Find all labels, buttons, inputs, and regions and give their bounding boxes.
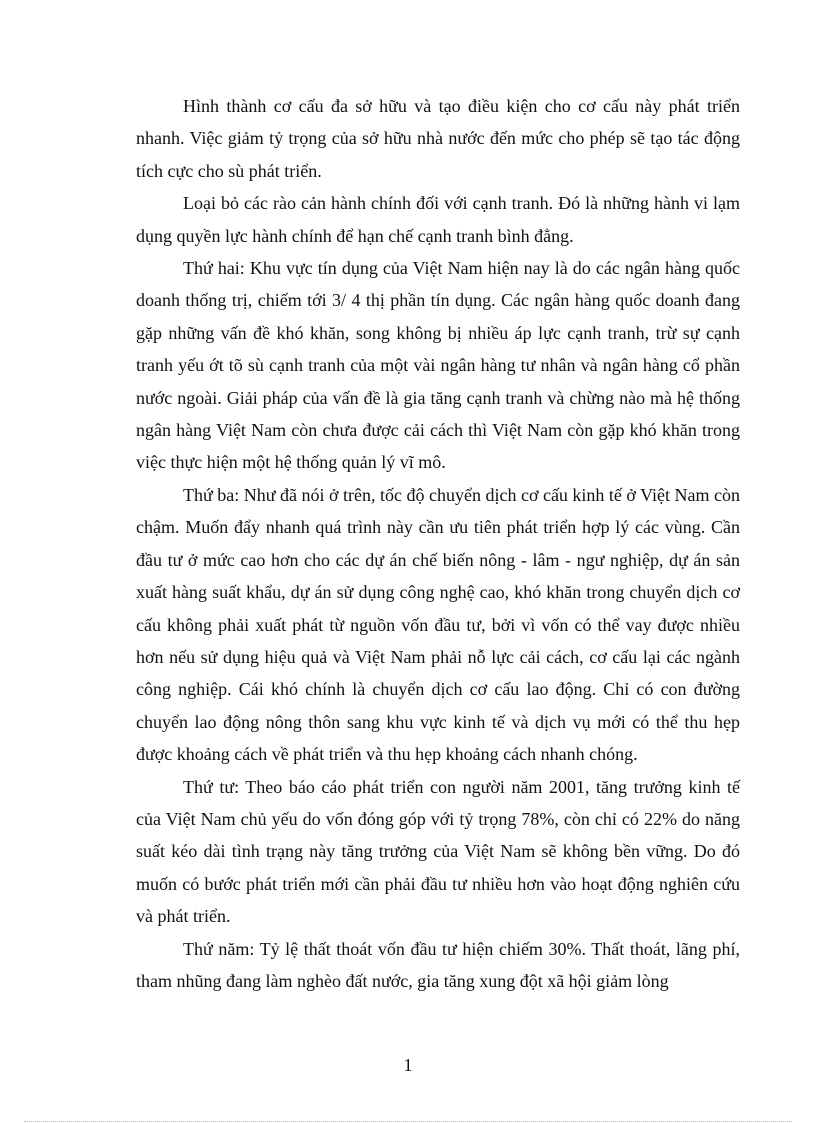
- page-bottom-border: [24, 1121, 792, 1122]
- paragraph-1: Hình thành cơ cấu đa sở hữu và tạo điều kiện cho cơ cấu này phát triển nhanh. Việc giảm tỷ trọng của sở hữu nhà nước đến mức cho phép sẽ tạo tác động tích cực cho sù phát triển.: [136, 96, 740, 181]
- paragraph-6: Thứ năm: Tỷ lệ thất thoát vốn đầu tư hiện chiếm 30%. Thất thoát, lãng phí, tham nhũng đang làm nghèo đất nước, gia tăng xung đột xã hội giảm lòng: [136, 938, 740, 991]
- paragraph-4: Thứ ba: Như đã nói ở trên, tốc độ chuyển dịch cơ cấu kinh tế ở Việt Nam còn chậm. Muốn đẩy nhanh quá trình này cần ưu tiên phát triển hợp lý các vùng. Cần đầu tư ở mức cao hơn cho các dự án chế biến nông - lâm - ngư nghiệp, dự án sản xuất hàng suất khẩu, dự án sử dụng công nghệ cao, khó khăn trong chuyển dịch cơ cấu không phải xuất phát từ nguồn vốn đầu tư, bởi vì vốn có thể vay được nhiều hơn nếu sử dụng hiệu quả và Việt Nam phải nỗ lực cải cách, cơ cấu lại các ngành công nghiệp. Cái khó chính là chuyển dịch cơ cấu lao động. Chỉ có con đường chuyển lao động nông thôn sang khu vực kinh tế và dịch vụ mới có thể thu hẹp được khoảng cách về phát triển và thu hẹp khoảng cách nhanh chóng.: [136, 484, 741, 765]
- paragraph-2: Loại bỏ các rào cản hành chính đối với cạnh tranh. Đó là những hành vi lạm dụng quyền lực hành chính để hạn chế cạnh tranh bình đẳng.: [136, 193, 740, 246]
- paragraph-3: Thứ hai: Khu vực tín dụng của Việt Nam hiện nay là do các ngân hàng quốc doanh thống trị, chiếm tới 3/ 4 thị phần tín dụng. Các ngân hàng quốc doanh đang gặp những vấn đề khó khăn, song không bị nhiều áp lực cạnh tranh, trừ sự cạnh tranh yếu ớt tõ sù cạnh tranh của một vài ngân hàng tư nhân và ngân hàng cổ phần nước ngoài. Giải pháp của vấn đề là gia tăng cạnh tranh và chừng nào mà hệ thống ngân hàng Việt Nam còn chưa được cải cách thì Việt Nam còn gặp khó khăn trong việc thực hiện một hệ thống quản lý vĩ mô.: [136, 258, 740, 473]
- page-number: 1: [403, 1055, 413, 1075]
- paragraph-5: Thứ tư: Theo báo cáo phát triển con người năm 2001, tăng trưởng kinh tế của Việt Nam chủ yếu do vốn đóng góp với tỷ trọng 78%, còn chỉ có 22% do năng suất kéo dài tình trạng này tăng trưởng của Việt Nam sẽ không bền vững. Do đó muốn có bước phát triển mới cần phải đầu tư nhiều hơn vào hoạt động nghiên cứu và phát triển.: [136, 776, 740, 927]
- body-text: [136, 90, 740, 997]
